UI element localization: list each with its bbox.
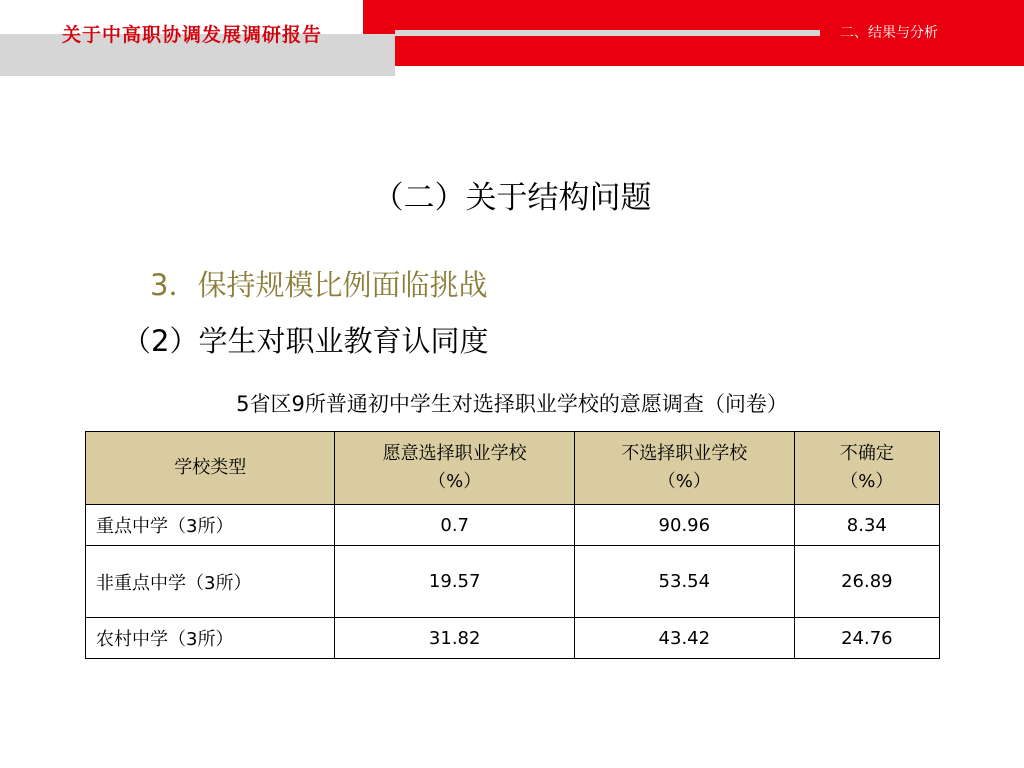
header-cell-school-type xyxy=(86,432,335,505)
header-cell-label: 学校类型 xyxy=(174,457,247,478)
header-cell-not-choose xyxy=(574,432,794,505)
table-cell: 农村中学（3所） xyxy=(86,618,335,659)
table-cell: 43.42 xyxy=(574,618,794,659)
section-label: 二、结果与分析 xyxy=(840,25,938,41)
header-cell-unit: （%） xyxy=(840,471,894,492)
table-cell: 24.76 xyxy=(794,618,939,659)
table-row xyxy=(86,505,940,546)
header-cell-uncertain xyxy=(794,432,939,505)
table-cell: 8.34 xyxy=(794,505,939,546)
table-header-row xyxy=(86,432,940,505)
report-title: 关于中高职协调发展调研报告 xyxy=(62,24,323,46)
sub-subtitle: （2）学生对职业教育认同度 xyxy=(122,324,489,358)
header-cell-unit: （%） xyxy=(657,471,711,492)
header-cell-unit: （%） xyxy=(428,471,482,492)
table-row xyxy=(86,546,940,618)
subtitle: 3．保持规模比例面临挑战 xyxy=(150,268,488,302)
page-title: （二）关于结构问题 xyxy=(372,180,652,216)
table-cell: 非重点中学（3所） xyxy=(86,546,335,618)
table-cell: 19.57 xyxy=(335,546,575,618)
table-cell: 26.89 xyxy=(794,546,939,618)
header-cell-willing xyxy=(335,432,575,505)
header-cell-label: 不选择职业学校 xyxy=(621,443,748,464)
header-gray-line xyxy=(395,30,820,36)
header-cell-label: 不确定 xyxy=(839,443,894,464)
table-caption: 5省区9所普通初中学生对选择职业学校的意愿调查（问卷） xyxy=(236,392,788,416)
table-cell: 90.96 xyxy=(574,505,794,546)
table-cell: 31.82 xyxy=(335,618,575,659)
table-cell: 53.54 xyxy=(574,546,794,618)
survey-table xyxy=(85,431,940,659)
table-row xyxy=(86,618,940,659)
header-cell-label: 愿意选择职业学校 xyxy=(382,443,527,464)
table-cell: 重点中学（3所） xyxy=(86,505,335,546)
table-cell: 0.7 xyxy=(335,505,575,546)
